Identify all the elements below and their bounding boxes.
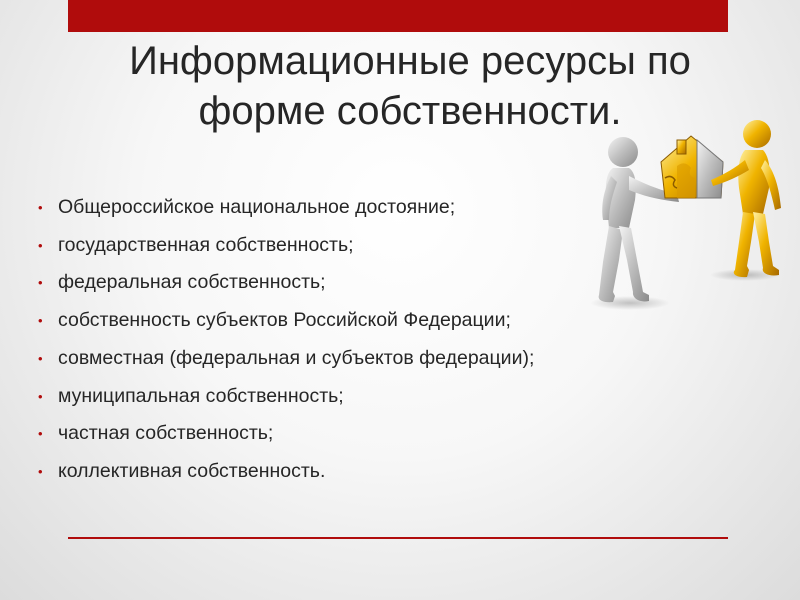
list-item	[38, 378, 738, 416]
gold-figure	[711, 120, 781, 277]
list-item-text: Общероссийское национальное достояние;	[58, 196, 456, 218]
bullet-icon: •	[38, 388, 43, 404]
list-item	[38, 453, 738, 491]
list-item-text: муниципальная собственность;	[58, 384, 344, 407]
list-item-text: федеральная собственность;	[58, 271, 326, 294]
bullet-icon: •	[38, 350, 43, 366]
bullet-icon: •	[38, 200, 43, 215]
bullet-icon: •	[38, 426, 43, 442]
bullet-icon: •	[38, 463, 43, 479]
list-item-text: частная собственность;	[58, 422, 274, 445]
list-item	[38, 340, 738, 378]
top-accent-bar	[68, 0, 728, 32]
figures-exchanging-house-puzzle-icon	[585, 110, 795, 320]
slide-title: Информационные ресурсы по форме собственности.	[129, 39, 691, 133]
bullet-icon: •	[38, 313, 43, 329]
list-item-text: коллективная собственность.	[58, 459, 326, 482]
list-item-text: государственная собственность;	[58, 233, 354, 256]
bottom-divider	[68, 537, 728, 539]
list-item-text: собственность субъектов Российской Федерации;	[58, 309, 511, 332]
bullet-icon: •	[38, 237, 43, 253]
bullet-icon: •	[38, 275, 43, 291]
house-puzzle-icon	[661, 136, 723, 198]
list-item-text: совместная (федеральная и субъектов федерации);	[58, 346, 535, 369]
list-item	[38, 415, 738, 453]
